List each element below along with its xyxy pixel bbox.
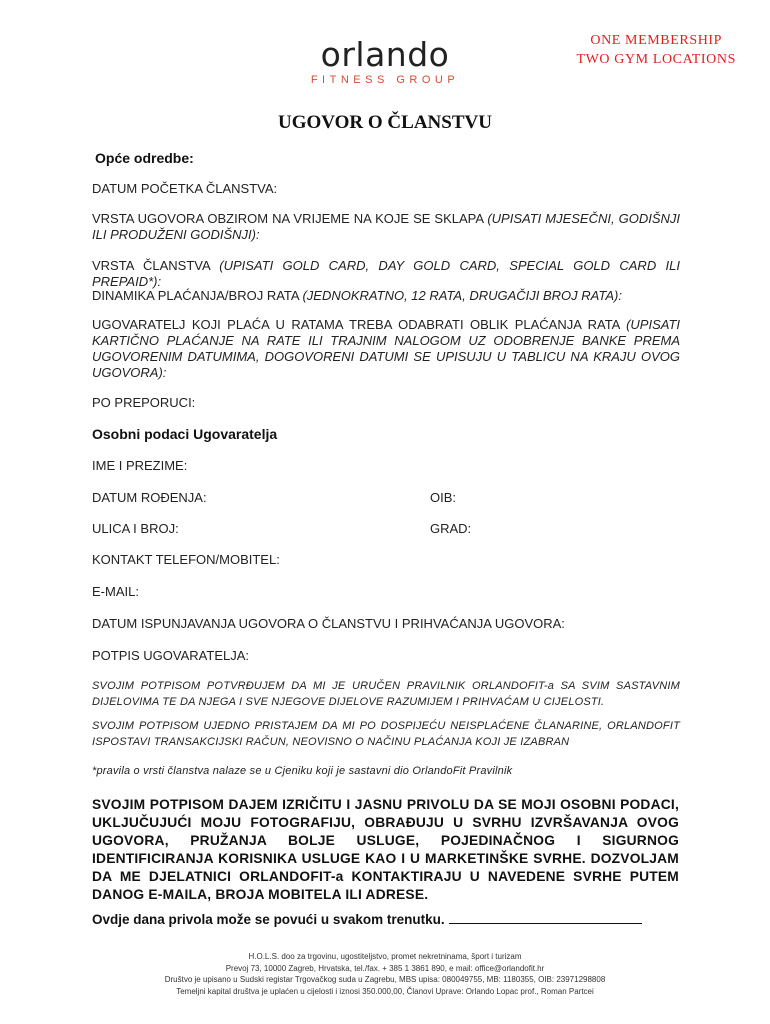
- personal-heading: Osobni podaci Ugovaratelja: [92, 426, 278, 442]
- field-email: E-MAIL:: [92, 584, 139, 599]
- field-contract-type-label: VRSTA UGOVORA OBZIROM NA VRIJEME NA KOJE SE SKLAPA: [92, 211, 488, 226]
- withdraw-notice: [92, 911, 642, 927]
- field-oib: OIB:: [430, 490, 457, 505]
- field-membership-type-hint: (UPISATI GOLD CARD, DAY GOLD CARD, SPECIAL GOLD CARD ILI PREPAID*):: [92, 258, 680, 289]
- footer-line-2: Prevoj 73, 10000 Zagreb, Hrvatska, tel./fax. + 385 1 3861 890, e mail: office@orlandofit.hr: [225, 963, 545, 973]
- field-installments: [92, 317, 680, 381]
- field-payment-hint: (JEDNOKRATNO, 12 RATA, DRUGAČIJI BROJ RATA):: [302, 288, 622, 303]
- orlando-logo: [292, 35, 478, 86]
- field-signature: POTPIS UGOVARATELJA:: [92, 648, 249, 663]
- withdraw-signature-line: [449, 911, 642, 924]
- field-membership-type: [92, 258, 680, 290]
- field-installments-hint: (UPISATI KARTIČNO PLAĆANJE NA RATE ILI TRAJNIM NALOGOM UZ ODOBRENJE BANKE PREMA UGOVORENIM DATUMIMA, DOGOVORENI DATUMI SE UPISUJU U TABLICU NA KRAJU OVOG UGOVORA):: [92, 317, 680, 380]
- field-payment-label: DINAMIKA PLAĆANJA/BROJ RATA: [92, 288, 303, 303]
- field-installments-label: UGOVARATELJ KOJI PLAĆA U RATAMA TREBA ODABRATI OBLIK PLAĆANJA RATA: [92, 317, 627, 332]
- field-fill-date: DATUM ISPUNJAVANJA UGOVORA O ČLANSTVU I PRIHVAĆANJA UGOVORA:: [92, 616, 565, 631]
- promo-line-1: ONE MEMBERSHIP: [590, 33, 723, 48]
- promo-line-2: TWO GYM LOCATIONS: [576, 52, 736, 67]
- field-contract-type-hint: (UPISATI MJESEČNI, GODIŠNJI ILI PRODUŽENI GODIŠNJI):: [92, 211, 681, 242]
- field-name: IME I PREZIME:: [92, 458, 188, 473]
- field-recommendation: PO PREPORUCI:: [92, 395, 196, 410]
- field-membership-type-label: VRSTA ČLANSTVA: [92, 258, 220, 273]
- footnote: *pravila o vrsti članstva nalaze se u Cjeniku koji je sastavni dio OrlandoFit Pravilnik: [92, 765, 513, 777]
- footer-line-1: H.O.L.S. doo za trgovinu, ugostiteljstvo, promet nekretninama, šport i turizam: [248, 952, 522, 961]
- company-footer: [0, 951, 770, 997]
- confirmation-invoice: SVOJIM POTPISOM UJEDNO PRISTAJEM DA MI PO DOSPIJEĆU NEISPLAĆENE ČLANARINE, ORLANDOFIT ISPOSTAVI TRANSAKCIJSKI RAČUN, NEOVISNO O NAČINU PLAĆANJA KOJI JE IZABRAN: [92, 720, 680, 748]
- field-phone: KONTAKT TELEFON/MOBITEL:: [92, 552, 280, 567]
- footer-line-3: Društvo je upisano u Sudski registar Trgovačkog suda u Zagrebu, MBS upisa: 080049755, MB: 1180355, OIB: 23971298808: [164, 975, 606, 985]
- general-heading: Opće odredbe:: [95, 150, 194, 166]
- field-city: GRAD:: [430, 521, 472, 536]
- logo-subtitle: FITNESS GROUP: [310, 74, 460, 86]
- promo-text: [576, 31, 736, 69]
- document-title: UGOVOR O ČLANSTVU: [278, 112, 492, 133]
- withdraw-text: Ovdje dana privola može se povući u svakom trenutku.: [92, 912, 445, 927]
- field-contract-type: [92, 211, 680, 243]
- field-payment: [92, 288, 680, 304]
- footer-line-4: Temeljni kapital društva je uplaćen u cijelosti i iznosi 350.000,00, Članovi Uprave: Orlando Lopac prof., Roman Partcei: [176, 986, 594, 996]
- confirmation-rules: SVOJIM POTPISOM POTVRĐUJEM DA MI JE URUČEN PRAVILNIK ORLANDOFIT-a SA SVIM SASTAVNIM DIJELOVIMA TE DA NJEGA I SVE NJEGOVE DIJELOVE RAZUMIJEM I PRIHVAĆAM U CIJELOSTI.: [92, 680, 680, 708]
- field-street: ULICA I BROJ:: [92, 521, 179, 536]
- privacy-consent: SVOJIM POTPISOM DAJEM IZRIČITU I JASNU PRIVOLU DA SE MOJI OSOBNI PODACI, UKLJUČUJUĆI MOJU FOTOGRAFIJU, OBRAĐUJU U SVRHU IZVRŠAVANJA OVOG UGOVORA, PRUŽANJA BOLJE USLUGE, POJEDINAČNOG I SIGURNOG IDENTIFICIRANJA KORISNIKA USLUGE KAO I U MARKETINŠKE SVRHE. DOZVOLJAM DA ME DJELATNICI ORLANDOFIT-a KONTAKTIRAJU U NAVEDENE SVRHE PUTEM DANOG E-MAILA, BROJA MOBITELA ILI ADRESE.: [92, 797, 679, 902]
- field-birth-date: DATUM ROĐENJA:: [92, 490, 207, 505]
- logo-wordmark: orlando: [320, 35, 450, 74]
- field-start-date: DATUM POČETKA ČLANSTVA:: [92, 181, 278, 196]
